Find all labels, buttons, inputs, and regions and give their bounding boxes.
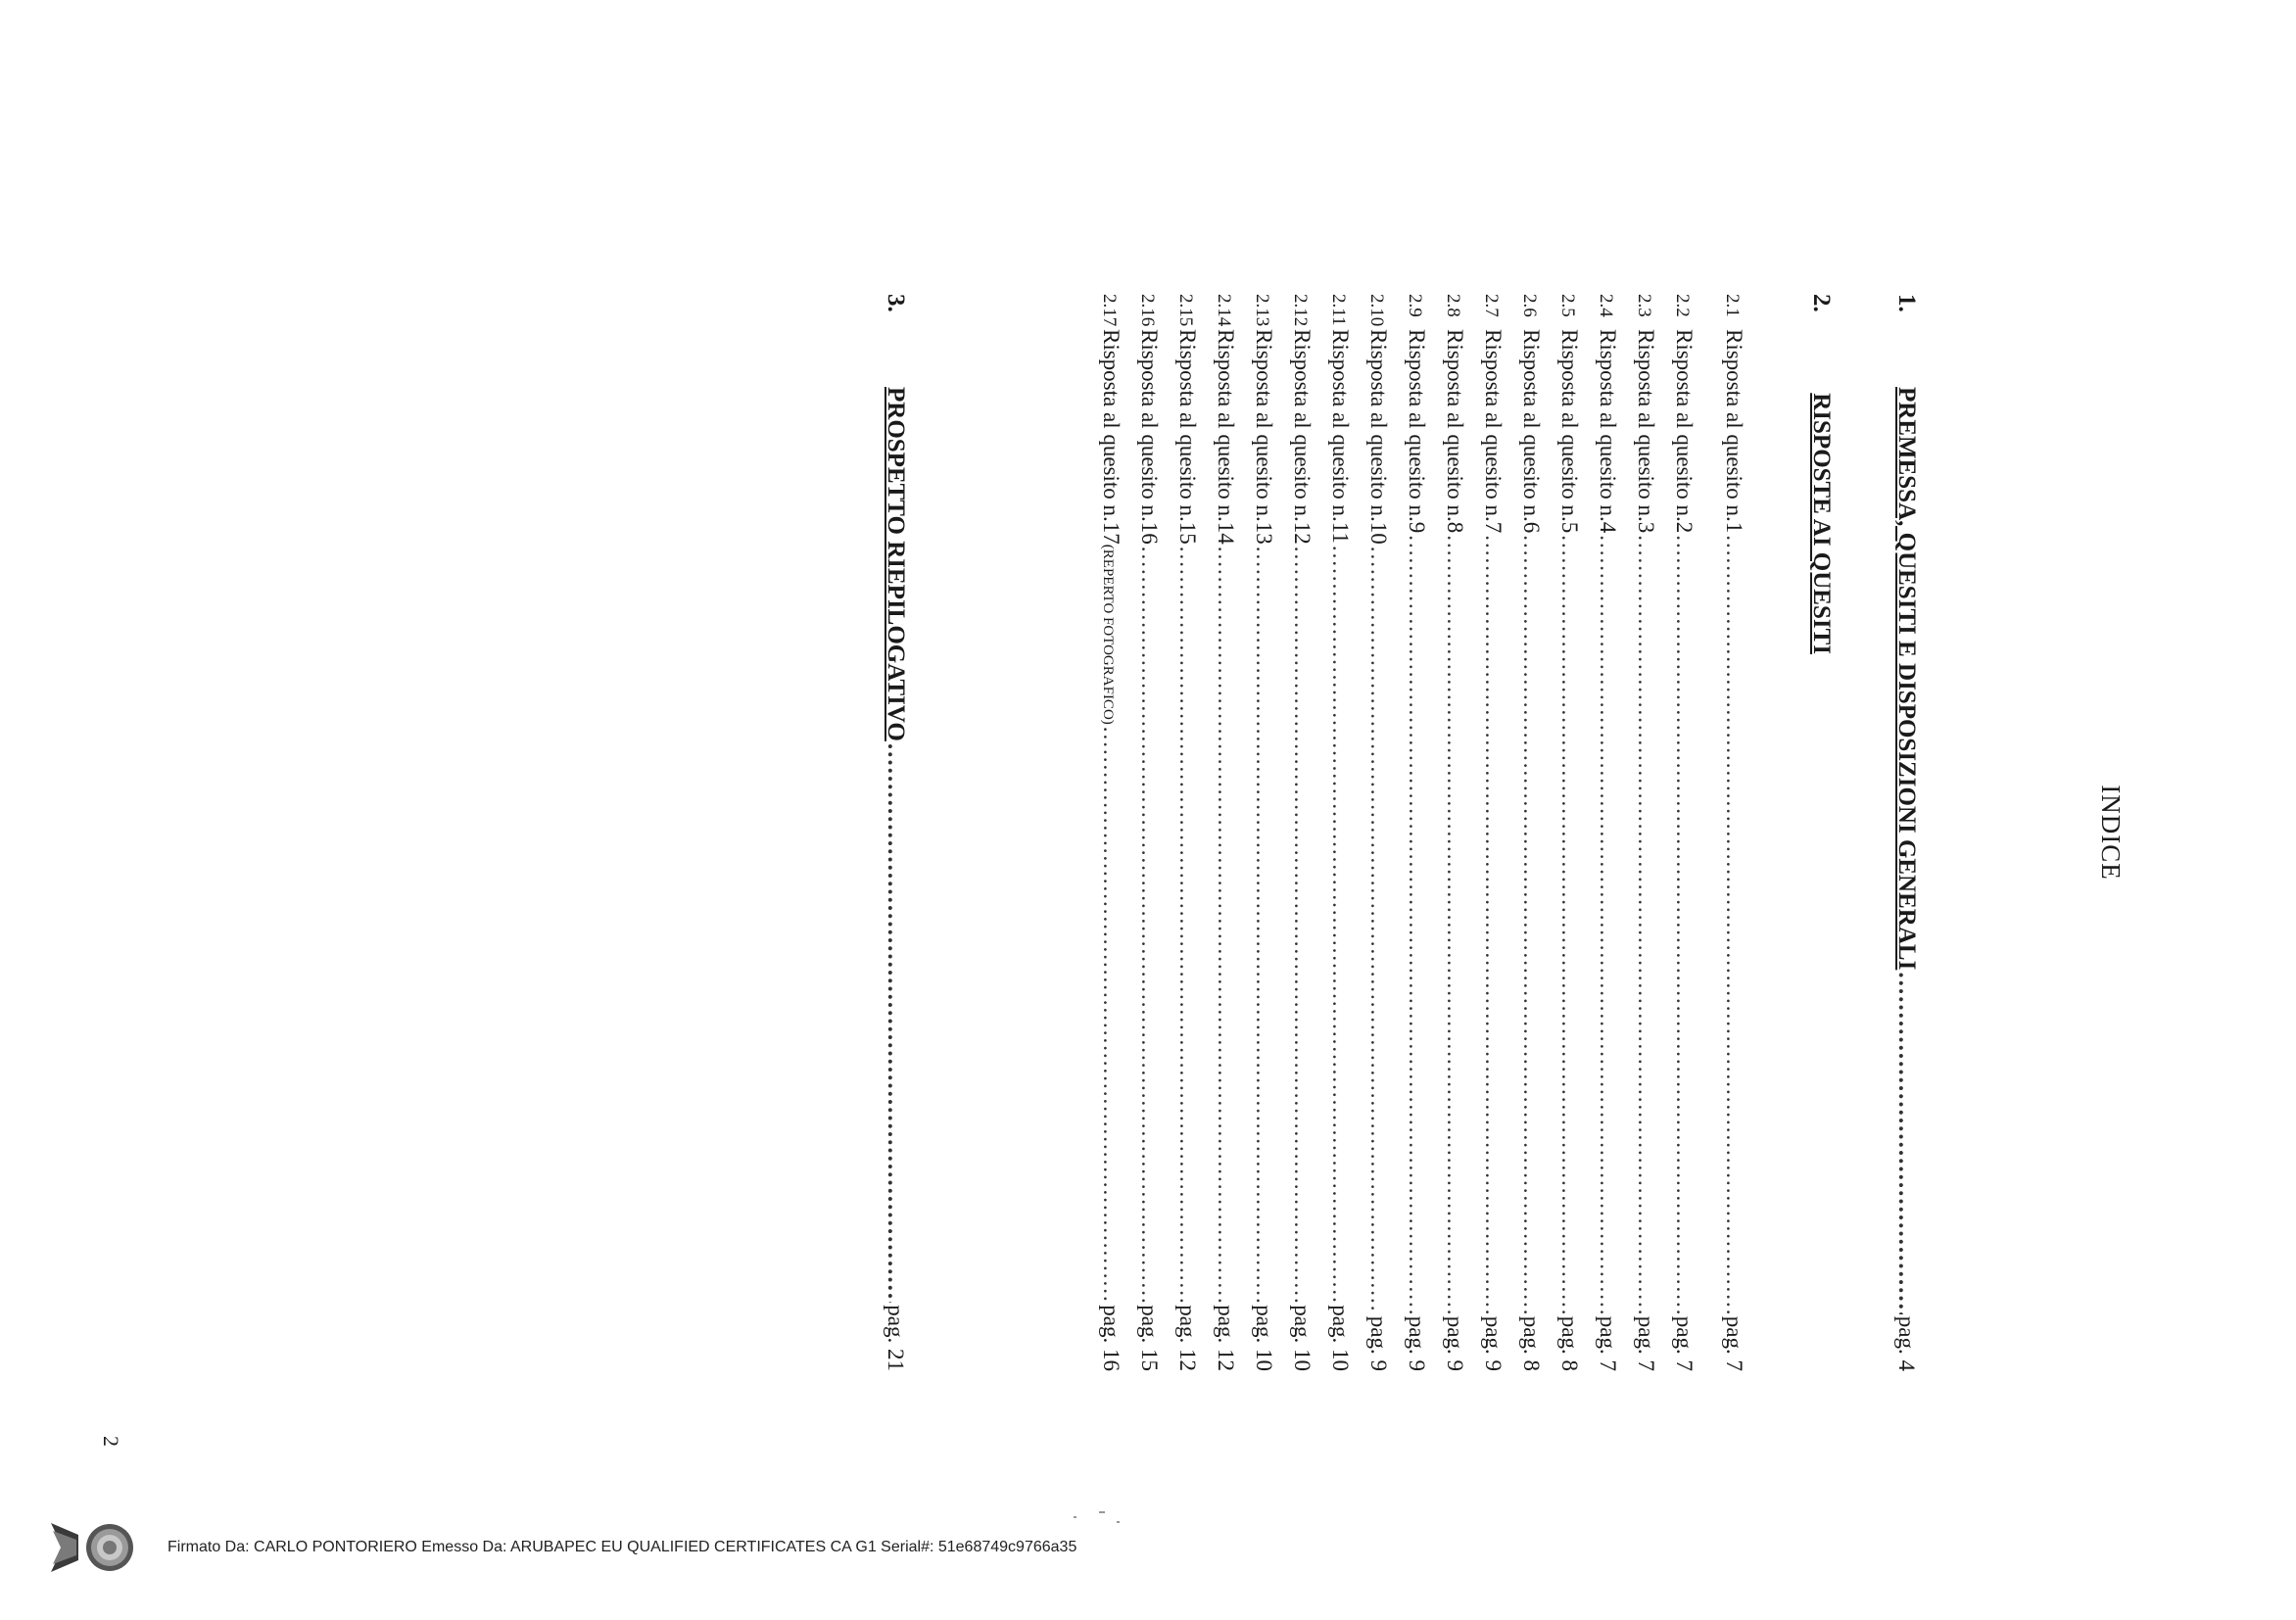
item-label: Risposta al quesito n.15 [1175,329,1200,545]
item-page: pag. 7 [1596,1315,1620,1371]
item-number: 2.10 [1366,294,1387,327]
item-label: Risposta al quesito n.8 [1443,329,1467,534]
dot-leader [1892,972,1920,1313]
item-number: 2.9 [1405,294,1425,317]
item-page: pag. 7 [1722,1315,1746,1371]
item-label: Risposta al quesito n.2 [1672,329,1697,534]
item-label: Risposta al quesito n.1 [1722,329,1746,534]
item-label: Risposta al quesito n.9 [1405,329,1429,534]
item-label: Risposta al quesito n.16 [1137,329,1162,545]
item-page: pag. 7 [1672,1315,1697,1371]
item-page: pag. 10 [1290,1305,1315,1371]
section-label: PREMESSA, QUESITI E DISPOSIZIONI GENERALI [1893,387,1920,971]
dot-leader [1404,535,1429,1314]
dot-leader [1480,535,1506,1314]
dot-leader [1213,547,1238,1304]
toc-item[interactable] [1595,294,1620,1371]
item-note: (REPERTO FOTOGRAFICO) [1100,544,1116,725]
item-label: Risposta al quesito n.13 [1252,329,1276,545]
toc-section-1[interactable] [1892,294,1920,1371]
item-number: 2.14 [1214,294,1234,327]
toc-item[interactable] [1098,294,1124,1371]
toc-item[interactable] [1404,294,1429,1371]
item-number: 2.6 [1519,294,1540,317]
scan-speck [1074,1516,1076,1518]
dot-leader [1721,535,1746,1314]
item-number: 2.12 [1290,294,1311,327]
dot-leader [882,743,909,1303]
item-number: 2.7 [1481,294,1502,317]
scan-speck [1117,1521,1120,1523]
item-label: Risposta al quesito n.4 [1596,329,1620,534]
item-label: Risposta al quesito n.14 [1214,329,1238,545]
dot-leader [1136,547,1162,1304]
dot-leader [1251,547,1276,1304]
item-number: 2.2 [1672,294,1693,317]
item-page: pag. 9 [1481,1315,1506,1371]
toc-item[interactable] [1556,294,1582,1371]
toc-item[interactable] [1289,294,1315,1371]
item-number: 2.4 [1596,294,1616,317]
toc-item[interactable] [1213,294,1238,1371]
toc-item[interactable] [1365,294,1391,1371]
scan-speck [1099,1511,1105,1513]
section-page: pag. 21 [884,1305,908,1371]
section-page: pag. 4 [1894,1315,1919,1371]
item-page: pag. 16 [1099,1305,1124,1371]
item-page: pag. 12 [1175,1305,1200,1371]
item-label: Risposta al quesito n.17 [1099,329,1124,545]
signature-seal-icon [51,1513,144,1582]
index-title: INDICE [2096,785,2126,881]
item-page: pag. 8 [1557,1315,1582,1371]
item-number: 2.15 [1175,294,1196,327]
item-page: pag. 9 [1443,1315,1467,1371]
item-page: pag. 9 [1405,1315,1429,1371]
item-number: 2.13 [1252,294,1272,327]
toc-item[interactable] [1136,294,1162,1371]
item-page: pag. 10 [1328,1305,1353,1371]
item-label: Risposta al quesito n.12 [1290,329,1315,545]
toc-item[interactable] [1327,294,1353,1371]
toc-section-3[interactable] [882,294,909,1371]
item-page: pag. 15 [1137,1305,1162,1371]
section-label: PROSPETTO RIEPILOGATIVO [883,387,909,741]
dot-leader [1289,547,1315,1304]
item-page: pag. 10 [1252,1305,1276,1371]
item-number: 2.11 [1328,294,1349,326]
section-label: RISPOSTE AI QUESITI [1808,393,1835,655]
item-page: pag. 12 [1214,1305,1238,1371]
item-label: Risposta al quesito n.3 [1634,329,1658,534]
page-number: 2 [99,1436,123,1447]
toc-item[interactable] [1518,294,1544,1371]
item-page: pag. 7 [1634,1315,1658,1371]
item-number: 2.1 [1722,294,1743,317]
dot-leader [1442,535,1467,1314]
toc-section-2[interactable] [1807,294,1835,654]
section-number: 3. [883,294,909,312]
item-page: pag. 8 [1519,1315,1544,1371]
item-number: 2.17 [1099,294,1120,327]
item-label: Risposta al quesito n.6 [1519,329,1544,534]
toc-item[interactable] [1721,294,1746,1371]
item-label: Risposta al quesito n.11 [1328,329,1353,544]
dot-leader [1633,535,1658,1314]
dot-leader [1365,547,1391,1314]
dot-leader [1671,535,1697,1314]
item-number: 2.3 [1634,294,1654,317]
toc-item[interactable] [1251,294,1276,1371]
dot-leader [1174,547,1200,1304]
toc-item[interactable] [1442,294,1467,1371]
item-label: Risposta al quesito n.10 [1366,329,1391,545]
section-number: 1. [1893,294,1920,312]
dot-leader [1595,535,1620,1314]
signature-text: Firmato Da: CARLO PONTORIERO Emesso Da: ARUBAPEC EU QUALIFIED CERTIFICATES CA G1 Serial#: 51e68749c9766a35 [167,1539,1077,1555]
item-page: pag. 9 [1366,1315,1391,1371]
toc-item[interactable] [1174,294,1200,1371]
item-number: 2.8 [1443,294,1463,317]
digital-signature [51,1523,1076,1572]
table-of-contents [549,294,2126,1371]
toc-item[interactable] [1480,294,1506,1371]
toc-item[interactable] [1671,294,1697,1371]
item-label: Risposta al quesito n.7 [1481,329,1506,534]
section-number: 2. [1808,294,1835,312]
dot-leader [1327,546,1353,1303]
item-number: 2.5 [1557,294,1578,317]
item-label: Risposta al quesito n.5 [1557,329,1582,534]
dot-leader [1556,535,1582,1314]
dot-leader [1518,535,1544,1314]
dot-leader [1098,727,1124,1304]
toc-item[interactable] [1633,294,1658,1371]
item-number: 2.16 [1137,294,1158,327]
